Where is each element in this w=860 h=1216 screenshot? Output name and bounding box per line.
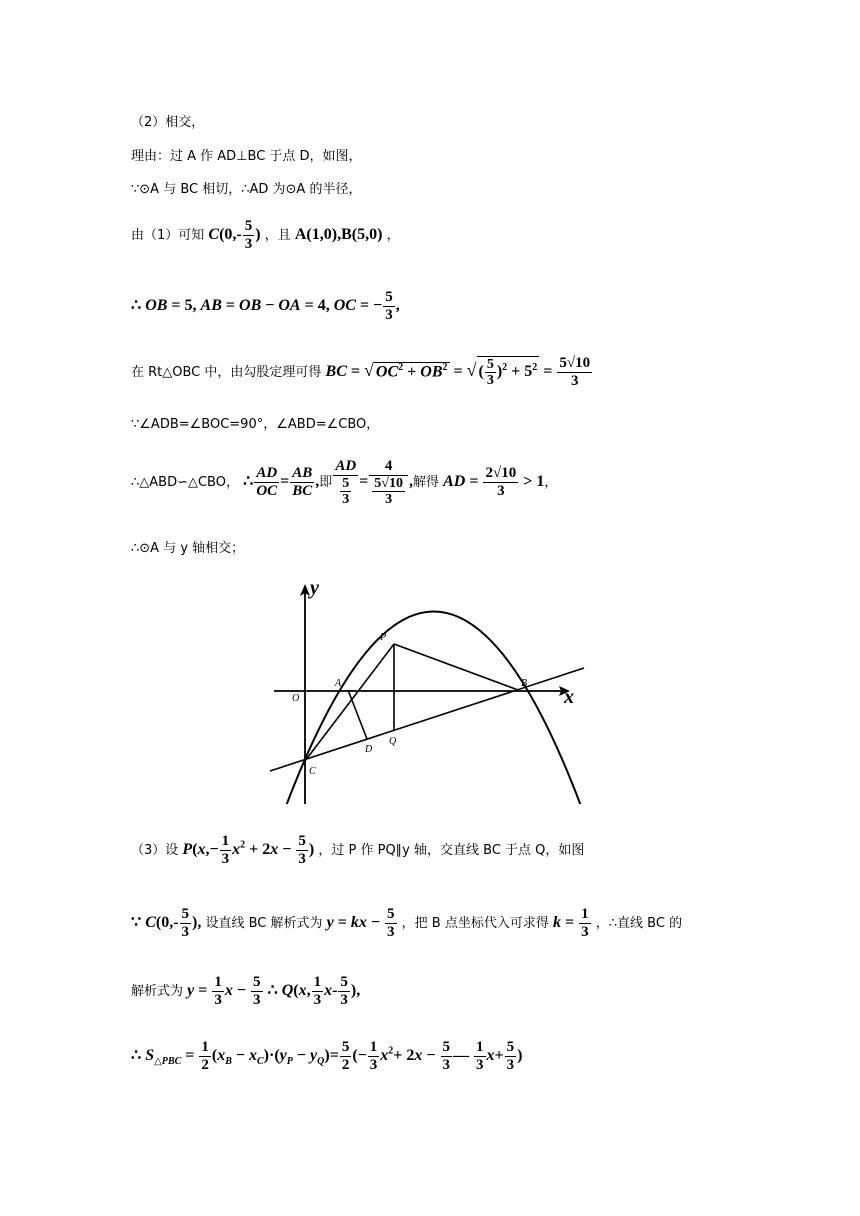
label-y: y xyxy=(310,577,319,599)
ob-line: ∴ OB = 5, AB = OB − OA = 4, OC = − $\frac{5}{3}$ , xyxy=(131,289,400,323)
segment-pc xyxy=(305,644,394,761)
area-line: ∴ $S_{\triangle PBC}$ = $\frac{1}{2}$ $(x_B - x_C)\cdot(y_P - y_Q)=$ $\frac{5}{2}$ (− $\frac{1}{3}$ $x^2+ 2x$ − $\frac{5}{3}$ — $\frac{1}{3}$ x+ $\frac{5}{3}$ ) xyxy=(131,1039,523,1073)
label-c: C xyxy=(309,766,316,777)
similar-line: ∴△ABD∽△CBO， ∴ $\frac{AD}{OC}$ = $\frac{AB}{BC}$ ,即 $\frac{AD}{\frac{5}{3}}$ = $\frac{4}{\frac{5√10}{3}}$ ,解得 AD = $\frac{2√10}{3}$ > 1， xyxy=(131,458,558,507)
rt-line: 在 Rt△OBC 中，由勾股定理可得 BC = √ $OC^2 + OB^2$ = √ ( $\frac{5}{3}$ )$^2 + 5^2$ = $\frac{5√10}{3}$ xyxy=(131,355,591,389)
ab-points: A(1,0),B(5,0) xyxy=(294,226,383,243)
angle-line: ∵∠ADB=∠BOC=90°，∠ABD=∠CBO， xyxy=(131,417,380,432)
tangent-line: ∵⊙A 与 BC 相切，∴AD 为⊙A 的半径， xyxy=(131,182,362,197)
label-a: A xyxy=(335,678,342,689)
bc-line: ∵ C(0,- $\frac{5}{3}$ ), 设直线 BC 解析式为 y = kx − $\frac{5}{3}$ ，把 B 点坐标代入可求得 k = $\frac{1}{3}$ ，∴直线 BC 的 xyxy=(131,906,683,940)
parabola xyxy=(286,612,581,807)
label-q: Q xyxy=(389,736,397,747)
bc-expr-line: 解析式为 y = $\frac{1}{3}$ x − $\frac{5}{3}$ ∴ Q(x, $\frac{1}{3}$ x- $\frac{5}{3}$ ), xyxy=(131,974,361,1008)
label-d: D xyxy=(365,744,373,755)
part2-heading: （2）相交， xyxy=(131,115,205,130)
line-bc xyxy=(270,668,584,771)
part3-line: （3）设 P(x,− $\frac{1}{3}$ $x^2 + 2x$ − $\frac{5}{3}$ ) ，过 P 作 PQ∥y 轴，交直线 BC 于点 Q，如图 xyxy=(131,833,585,867)
segment-ad xyxy=(348,690,367,739)
intersect-line: ∴⊙A 与 y 轴相交； xyxy=(131,541,245,556)
known-line: 由（1）可知 C(0,- $\frac{5}{3}$ ) ，且 A(1,0),B(5,0) ， xyxy=(131,218,400,252)
label-b: B xyxy=(521,678,528,689)
label-p: P xyxy=(380,632,387,643)
reason-line: 理由：过 A 作 AD⊥BC 于点 D，如图， xyxy=(131,149,362,164)
label-x: x xyxy=(564,686,574,708)
geometry-figure xyxy=(268,574,588,806)
label-o: O xyxy=(292,693,300,704)
